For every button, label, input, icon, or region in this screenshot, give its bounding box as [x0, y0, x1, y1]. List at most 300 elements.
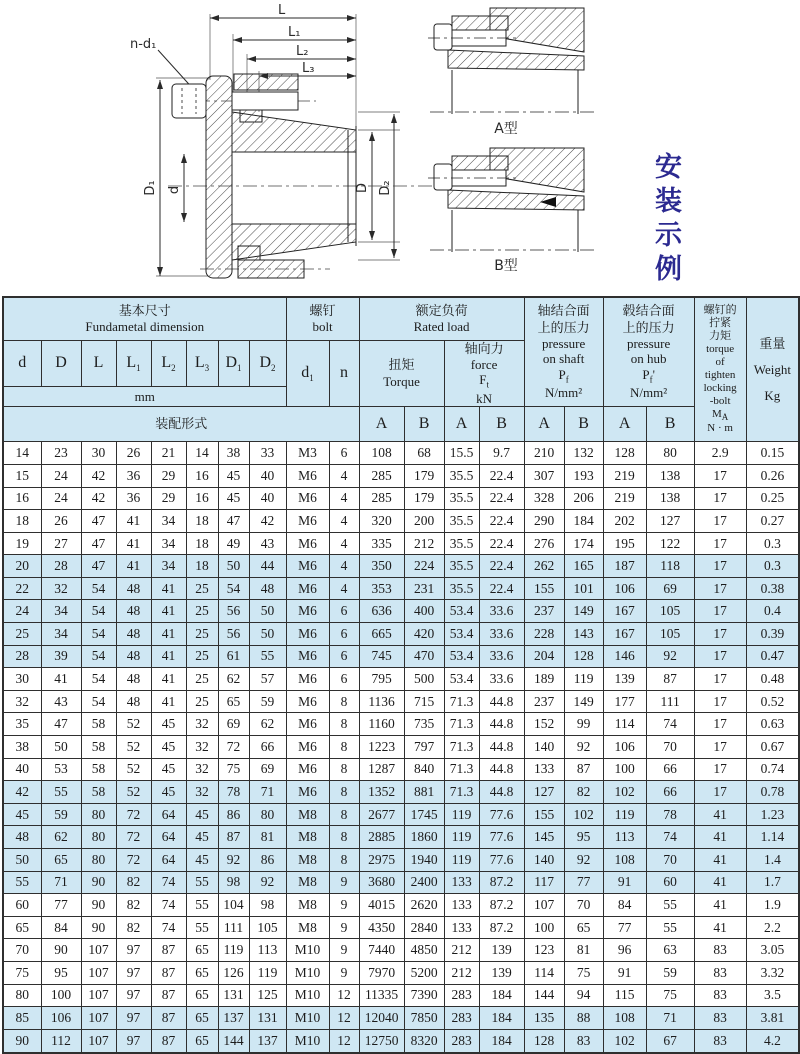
cell: 83 [564, 1029, 603, 1053]
cell: 64 [151, 826, 186, 849]
cell: 108 [603, 1007, 646, 1030]
cell: 65 [186, 939, 218, 962]
col-d1: $d_1$ [286, 340, 329, 407]
cell: 0.26 [746, 464, 799, 487]
cell: 88 [564, 1007, 603, 1030]
cell: 77 [564, 871, 603, 894]
dim-L-label: L [278, 3, 286, 18]
cell: 119 [444, 849, 479, 872]
cell: 92 [564, 736, 603, 759]
cell: 184 [564, 510, 603, 533]
cell: 8 [329, 849, 359, 872]
cell: 82 [116, 871, 151, 894]
cell: 0.39 [746, 623, 799, 646]
cell: 70 [3, 939, 41, 962]
cell: 119 [603, 803, 646, 826]
cell: 8 [329, 826, 359, 849]
cell: 285 [359, 464, 404, 487]
cell: 400 [404, 600, 444, 623]
cell: 18 [186, 555, 218, 578]
cell: 283 [444, 1029, 479, 1053]
technical-drawing-area [0, 0, 800, 296]
cell: 90 [81, 916, 116, 939]
cell: 128 [564, 645, 603, 668]
cell: 71.3 [444, 758, 479, 781]
cell: 133 [444, 916, 479, 939]
cell: 283 [444, 1007, 479, 1030]
cell: 74 [646, 713, 694, 736]
cell: 101 [564, 577, 603, 600]
cell: M6 [286, 555, 329, 578]
dim-d-label: d [167, 185, 182, 195]
cell: 54 [81, 577, 116, 600]
cell: 25 [186, 668, 218, 691]
table-body [3, 442, 799, 1053]
cell: 41 [151, 623, 186, 646]
cell: 219 [603, 487, 646, 510]
cell: 66 [646, 781, 694, 804]
cell: 30 [81, 442, 116, 465]
cell: 29 [151, 487, 186, 510]
cell: 127 [524, 781, 564, 804]
cell: 70 [646, 849, 694, 872]
cell: 97 [116, 984, 151, 1007]
cell: 71 [646, 1007, 694, 1030]
cell: 97 [116, 1029, 151, 1053]
cell: 35.5 [444, 532, 479, 555]
cell: 112 [41, 1029, 81, 1053]
table-row [3, 623, 799, 646]
cell: 41 [151, 690, 186, 713]
cell: M6 [286, 623, 329, 646]
cell: 35.5 [444, 510, 479, 533]
cell: 12040 [359, 1007, 404, 1030]
cell: M10 [286, 1007, 329, 1030]
cell: 8 [329, 803, 359, 826]
cell: 33 [249, 442, 286, 465]
cell: 87.2 [479, 871, 524, 894]
cell: 90 [41, 939, 81, 962]
cell: 80 [81, 803, 116, 826]
cell: 1223 [359, 736, 404, 759]
cell: 15.5 [444, 442, 479, 465]
cell: 9.7 [479, 442, 524, 465]
cell: 54 [218, 577, 249, 600]
table-row [3, 826, 799, 849]
cell: 56 [218, 623, 249, 646]
cell: 152 [524, 713, 564, 736]
cell: 84 [41, 916, 81, 939]
cell: 57 [249, 668, 286, 691]
cell: 119 [218, 939, 249, 962]
cell: 87 [151, 939, 186, 962]
cell: 87 [218, 826, 249, 849]
cell: 715 [404, 690, 444, 713]
cell: 55 [646, 894, 694, 917]
cell: 12750 [359, 1029, 404, 1053]
cell: 18 [3, 510, 41, 533]
cell: 204 [524, 645, 564, 668]
cell: 4 [329, 555, 359, 578]
col-L: L [81, 340, 116, 386]
cell: 47 [81, 555, 116, 578]
cell: 18 [186, 532, 218, 555]
cell: 6 [329, 645, 359, 668]
cell: 276 [524, 532, 564, 555]
cell: 54 [81, 645, 116, 668]
cell: 59 [249, 690, 286, 713]
cell: 119 [249, 961, 286, 984]
cell: 65 [186, 961, 218, 984]
cell: 39 [41, 645, 81, 668]
table-row [3, 442, 799, 465]
cell: 4 [329, 487, 359, 510]
table-row [3, 577, 799, 600]
cell: 0.3 [746, 532, 799, 555]
cell: 62 [218, 668, 249, 691]
col-L1: $L_1$ [116, 340, 151, 386]
spec-table [2, 296, 800, 1054]
header-weight: 重量 Weight Kg [746, 297, 799, 442]
cell: 53.4 [444, 623, 479, 646]
cell: 41 [41, 668, 81, 691]
cell: M6 [286, 645, 329, 668]
cell: 29 [151, 464, 186, 487]
table-row [3, 894, 799, 917]
cell: 65 [186, 1029, 218, 1053]
cell: 61 [218, 645, 249, 668]
cell: 4 [329, 510, 359, 533]
cell: 55 [249, 645, 286, 668]
cell: 212 [444, 961, 479, 984]
cell: 237 [524, 690, 564, 713]
cell: 25 [186, 645, 218, 668]
cell: 54 [81, 600, 116, 623]
cell: 58 [81, 758, 116, 781]
cell: 33.6 [479, 600, 524, 623]
table-row [3, 1007, 799, 1030]
cell: 128 [603, 442, 646, 465]
cell: 8 [329, 713, 359, 736]
cell: 45 [3, 803, 41, 826]
cell: 133 [444, 894, 479, 917]
header-pressure-on-shaft: 轴结合面 上的压力 pressure on shaft $P_f$ N/mm² [524, 297, 603, 407]
cell: 69 [218, 713, 249, 736]
cell: 126 [218, 961, 249, 984]
cell: 71.3 [444, 781, 479, 804]
cell: 127 [646, 510, 694, 533]
cell: 20 [3, 555, 41, 578]
cell: 25 [3, 623, 41, 646]
table-row [3, 555, 799, 578]
cell: 32 [186, 781, 218, 804]
cell: 0.15 [746, 442, 799, 465]
cell: 17 [694, 736, 746, 759]
cell: 320 [359, 510, 404, 533]
table-row [3, 984, 799, 1007]
cell: 353 [359, 577, 404, 600]
cell: 65 [3, 916, 41, 939]
header-tightening-torque: 螺钉的 拧紧 力矩 torque of tighten locking -bolt $M_A$ N · m [694, 297, 746, 442]
type-a-view [428, 8, 596, 114]
cell: 6 [329, 668, 359, 691]
cell: 34 [151, 510, 186, 533]
cell: 3680 [359, 871, 404, 894]
cell: 42 [81, 487, 116, 510]
cell: 83 [694, 939, 746, 962]
cell: 44 [249, 555, 286, 578]
cell: 881 [404, 781, 444, 804]
cell: 107 [524, 894, 564, 917]
cell: 125 [249, 984, 286, 1007]
cell: M8 [286, 871, 329, 894]
cell: 54 [81, 668, 116, 691]
table-row [3, 645, 799, 668]
cell: 111 [218, 916, 249, 939]
cell: 41 [116, 532, 151, 555]
cell: 0.47 [746, 645, 799, 668]
cell: 107 [81, 961, 116, 984]
cell: 43 [41, 690, 81, 713]
cell: 106 [603, 577, 646, 600]
cell: 38 [3, 736, 41, 759]
cell: 105 [646, 600, 694, 623]
cell: 34 [41, 623, 81, 646]
cell: 1860 [404, 826, 444, 849]
cell: 48 [249, 577, 286, 600]
cell: 69 [249, 758, 286, 781]
cell: 62 [41, 826, 81, 849]
cell: 42 [249, 510, 286, 533]
cell: 95 [564, 826, 603, 849]
cell: 2885 [359, 826, 404, 849]
cell: 91 [603, 961, 646, 984]
cell: 60 [646, 871, 694, 894]
cell: M6 [286, 713, 329, 736]
cell: 1.23 [746, 803, 799, 826]
cell: 22.4 [479, 464, 524, 487]
cell: 77.6 [479, 849, 524, 872]
cell: 97 [116, 961, 151, 984]
cell: 34 [41, 600, 81, 623]
cell: 200 [404, 510, 444, 533]
cell: 41 [116, 510, 151, 533]
cell: 108 [603, 849, 646, 872]
cell: 35.5 [444, 577, 479, 600]
header-axial-force: 轴向力 force $F_t$ kN [444, 340, 524, 407]
cell: 17 [694, 464, 746, 487]
cell: 28 [3, 645, 41, 668]
cell: 9 [329, 894, 359, 917]
cell: 745 [359, 645, 404, 668]
cell: 224 [404, 555, 444, 578]
type-b-label: B型 [494, 258, 518, 274]
cell: 0.3 [746, 555, 799, 578]
cell: 636 [359, 600, 404, 623]
cell: 41 [151, 668, 186, 691]
cell: 167 [603, 623, 646, 646]
cell: 97 [116, 939, 151, 962]
cell: 4 [329, 464, 359, 487]
cell: 80 [249, 803, 286, 826]
cell: 17 [694, 645, 746, 668]
table-row [3, 736, 799, 759]
cell: 184 [479, 1029, 524, 1053]
cell: 149 [564, 690, 603, 713]
cell: 0.78 [746, 781, 799, 804]
cell: 219 [603, 464, 646, 487]
cell: 69 [646, 577, 694, 600]
cell: 58 [81, 736, 116, 759]
subcol-shaft-b: B [564, 407, 603, 442]
cell: 131 [218, 984, 249, 1007]
cell: 4 [329, 577, 359, 600]
cell: 82 [564, 781, 603, 804]
cell: 500 [404, 668, 444, 691]
cell: 1.7 [746, 871, 799, 894]
cell: 212 [404, 532, 444, 555]
main-section-view [156, 14, 432, 278]
cell: 114 [524, 961, 564, 984]
cell: 74 [151, 916, 186, 939]
cell: 3.5 [746, 984, 799, 1007]
cell: 11335 [359, 984, 404, 1007]
cell: 34 [151, 555, 186, 578]
cell: 470 [404, 645, 444, 668]
cell: 3.05 [746, 939, 799, 962]
table-row [3, 668, 799, 691]
cell: 17 [694, 600, 746, 623]
cell: 87 [151, 1007, 186, 1030]
cell: 68 [404, 442, 444, 465]
table-row [3, 510, 799, 533]
cell: 53 [41, 758, 81, 781]
cell: 72 [116, 849, 151, 872]
cell: 97 [116, 1007, 151, 1030]
cell: 92 [646, 645, 694, 668]
dim-L1-label: L₁ [288, 25, 301, 40]
table-row [3, 690, 799, 713]
cell: 33.6 [479, 668, 524, 691]
cell: 189 [524, 668, 564, 691]
cell: 117 [524, 871, 564, 894]
cell: 102 [564, 803, 603, 826]
cell: 84 [603, 894, 646, 917]
cell: 8 [329, 781, 359, 804]
cell: 54 [81, 690, 116, 713]
cell: 75 [218, 758, 249, 781]
subcol-force-a: A [444, 407, 479, 442]
cell: 47 [41, 713, 81, 736]
cell: 1136 [359, 690, 404, 713]
cell: 119 [564, 668, 603, 691]
header-assembly-type: 装配形式 [3, 407, 359, 442]
cell: 41 [694, 803, 746, 826]
cell: M6 [286, 736, 329, 759]
cell: 139 [479, 961, 524, 984]
cell: 146 [603, 645, 646, 668]
cell: 5200 [404, 961, 444, 984]
cell: 4015 [359, 894, 404, 917]
cell: 28 [41, 555, 81, 578]
cell: 122 [646, 532, 694, 555]
cell: 55 [646, 916, 694, 939]
cell: 195 [603, 532, 646, 555]
cell: 82 [116, 916, 151, 939]
cell: 35 [3, 713, 41, 736]
table-row [3, 532, 799, 555]
cell: 119 [444, 826, 479, 849]
cell: 64 [151, 803, 186, 826]
cell: 0.48 [746, 668, 799, 691]
cell: 132 [564, 442, 603, 465]
cell: 100 [524, 916, 564, 939]
cell: M10 [286, 961, 329, 984]
col-D: D [41, 340, 81, 386]
cell: 1352 [359, 781, 404, 804]
table-row [3, 758, 799, 781]
cell: 53.4 [444, 668, 479, 691]
cell: 77.6 [479, 803, 524, 826]
cell: M10 [286, 984, 329, 1007]
cell: 16 [186, 487, 218, 510]
cell: 41 [694, 826, 746, 849]
cell: 14 [186, 442, 218, 465]
cell: 25 [186, 577, 218, 600]
cell: 17 [694, 713, 746, 736]
cell: 41 [151, 577, 186, 600]
cell: 45 [151, 736, 186, 759]
cell: 45 [151, 758, 186, 781]
cell: 23 [41, 442, 81, 465]
cell: 290 [524, 510, 564, 533]
cell: 22 [3, 577, 41, 600]
cell: 8 [329, 736, 359, 759]
cell: 92 [218, 849, 249, 872]
cell: 113 [603, 826, 646, 849]
cell: 210 [524, 442, 564, 465]
cell: 107 [81, 984, 116, 1007]
header-mm-unit: mm [3, 386, 286, 407]
cell: 17 [694, 510, 746, 533]
cell: 24 [41, 464, 81, 487]
cell: 62 [249, 713, 286, 736]
cell: 25 [186, 623, 218, 646]
cell: 83 [694, 1029, 746, 1053]
cell: 55 [3, 871, 41, 894]
type-a-label: A型 [494, 121, 518, 137]
cell: 2.2 [746, 916, 799, 939]
cell: 47 [218, 510, 249, 533]
cell: 59 [646, 961, 694, 984]
cell: 55 [186, 894, 218, 917]
cell: 133 [444, 871, 479, 894]
cell: 128 [524, 1029, 564, 1053]
cell: 179 [404, 464, 444, 487]
cell: 40 [249, 487, 286, 510]
col-L2: $L_2$ [151, 340, 186, 386]
cell: 797 [404, 736, 444, 759]
cell: 40 [249, 464, 286, 487]
cell: 45 [151, 781, 186, 804]
cell: 135 [524, 1007, 564, 1030]
cell: 87 [151, 984, 186, 1007]
col-n: n [329, 340, 359, 407]
header-torque: 扭矩 Torque [359, 340, 444, 407]
cell: 78 [218, 781, 249, 804]
cell: 27 [41, 532, 81, 555]
subcol-shaft-a: A [524, 407, 564, 442]
